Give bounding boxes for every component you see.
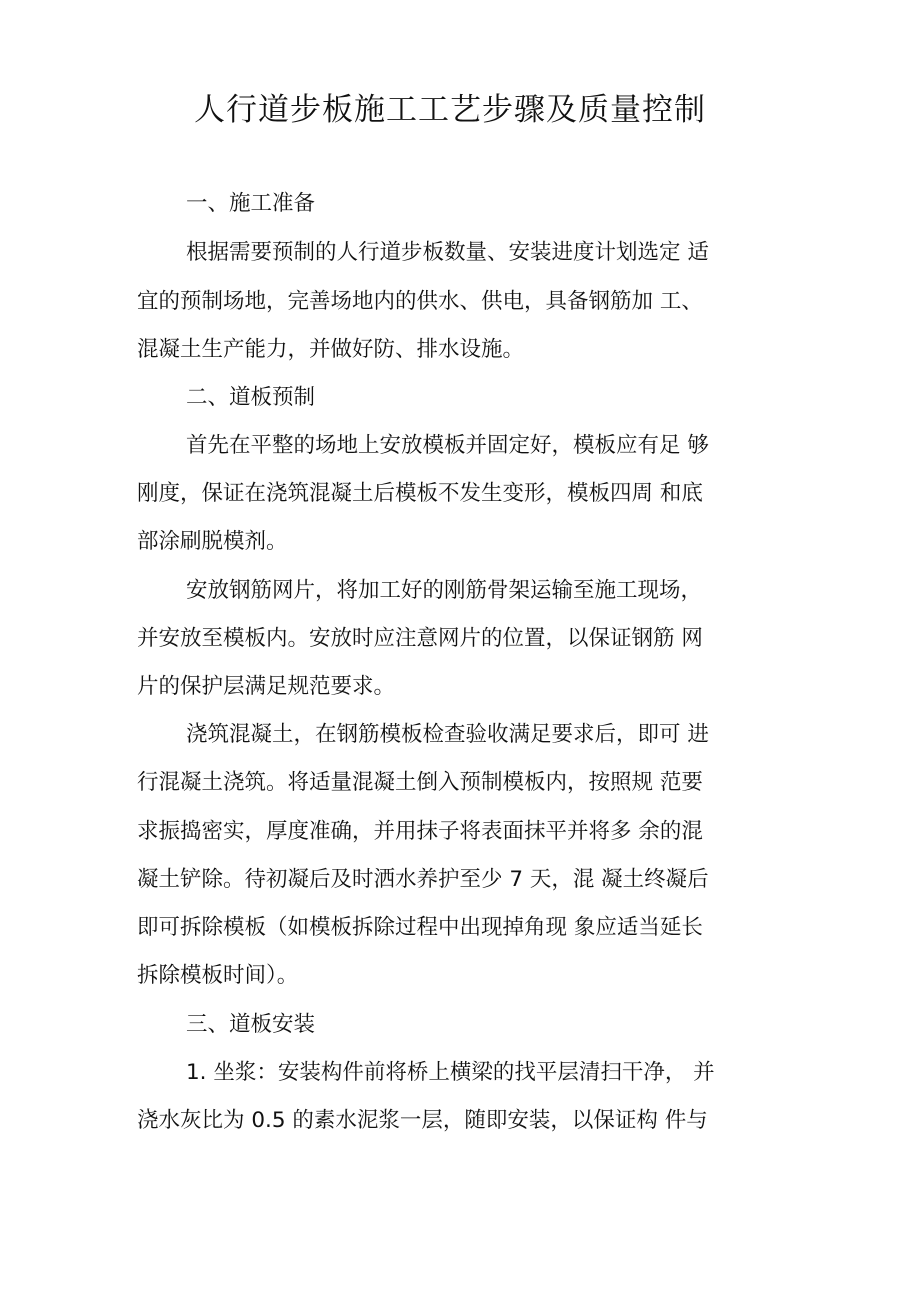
- section-heading-prefabrication: 二、道板预制: [186, 385, 316, 410]
- paragraph-line: 根据需要预制的人行道步板数量、安装进度计划选定 适: [186, 240, 709, 265]
- paragraph-line: 宜的预制场地，完善场地内的供水、供电，具备钢筋加 工、: [137, 289, 703, 314]
- paragraph-line: 部涂刷脱模剂。: [137, 529, 288, 554]
- paragraph-line: 拆除模板时间）。: [137, 963, 299, 988]
- paragraph-line: 安放钢筋网片，将加工好的刚筋骨架运输至施工现场，: [186, 578, 703, 603]
- section-heading-preparation: 一、施工准备: [186, 191, 316, 216]
- document-title: 人行道步板施工工艺步骤及质量控制: [194, 92, 706, 128]
- paragraph-line: 浇水灰比为 0.5 的素水泥浆一层，随即安装，以保证构 件与: [137, 1108, 708, 1133]
- paragraph-line: 即可拆除模板（如模板拆除过程中出现掉角现 象应适当延长: [137, 915, 703, 940]
- paragraph-line: 求振捣密实，厚度准确，并用抹子将表面抹平并将多 余的混: [137, 819, 703, 844]
- paragraph-line: 1. 坐浆：安装构件前将桥上横梁的找平层清扫干净， 并: [186, 1060, 715, 1085]
- section-heading-installation: 三、道板安装: [186, 1012, 316, 1037]
- paragraph-line: 片的保护层满足规范要求。: [137, 674, 396, 699]
- paragraph-line: 凝土铲除。待初凝后及时洒水养护至少 7 天，混 凝土终凝后: [137, 867, 709, 892]
- paragraph-line: 行混凝土浇筑。将适量混凝土倒入预制模板内，按照规 范要: [137, 770, 703, 795]
- paragraph-line: 浇筑混凝土，在钢筋模板检查验收满足要求后，即可 进: [186, 722, 709, 747]
- paragraph-line: 并安放至模板内。安放时应注意网片的位置，以保证钢筋 网: [137, 626, 703, 651]
- paragraph-line: 混凝土生产能力，并做好防、排水设施。: [137, 337, 525, 362]
- paragraph-line: 首先在平整的场地上安放模板并固定好，模板应有足 够: [186, 433, 709, 458]
- paragraph-line: 刚度，保证在浇筑混凝土后模板不发生变形，模板四周 和底: [137, 481, 703, 506]
